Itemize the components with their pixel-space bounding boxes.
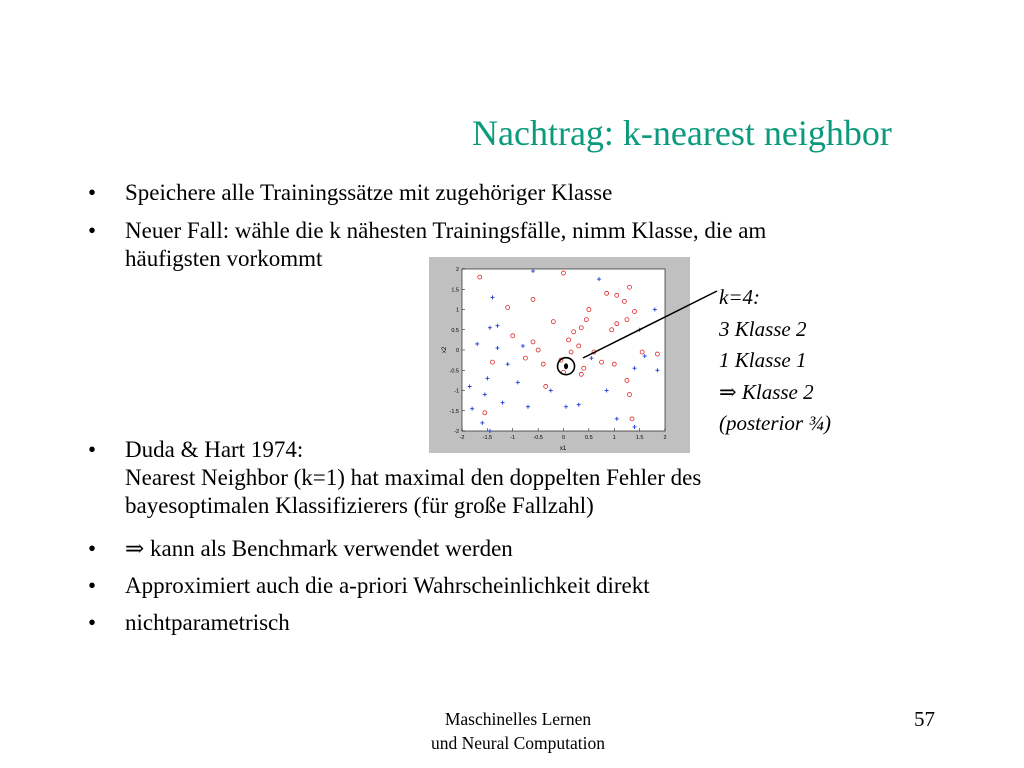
x-axis-label: x1	[559, 446, 567, 452]
y-tick-label: 1	[455, 307, 459, 314]
annotation-posterior: (posterior ¾)	[719, 411, 831, 435]
slide-footer	[403, 707, 633, 755]
bullet-3-line: Nearest Neighbor (k=1) hat maximal den doppelten Fehler des	[125, 465, 702, 490]
x-tick-label: -2	[459, 435, 465, 441]
x-tick-label: -0.5	[533, 435, 543, 441]
page-number: 57	[914, 707, 935, 731]
x-tick-label: 1	[612, 435, 616, 441]
bullet-4-text	[125, 535, 513, 563]
implies-arrow-icon: ⇒	[719, 379, 737, 404]
bullet-marker: •	[88, 180, 97, 205]
bullet-1-text: Speichere alle Trainingssätze mit zugehöriger Klasse	[125, 180, 613, 205]
x-tick-label: 0	[561, 435, 566, 441]
y-tick-label: 0.5	[451, 327, 459, 334]
y-axis-label: x2	[442, 346, 448, 354]
bullet-3-text	[125, 436, 701, 520]
query-point	[564, 363, 568, 369]
bullet-4-line: kann als Benchmark verwendet werden	[144, 536, 513, 561]
y-tick-label: -1.5	[449, 408, 459, 415]
annotation-result-text: Klasse 2	[736, 379, 814, 404]
footer-line: und Neural Computation	[430, 733, 605, 753]
bullet-5-text: Approximiert auch die a-priori Wahrscheinlichkeit direkt	[125, 573, 650, 598]
bullet-marker: •	[88, 573, 97, 598]
y-tick-label: -2	[454, 429, 459, 435]
plot-area	[462, 269, 665, 431]
knn-annotation	[719, 282, 831, 440]
bullet-3-line: Duda & Hart 1974:	[125, 437, 304, 462]
bullet-2-line: Neuer Fall: wähle die k nähesten Trainingsfälle, nimm Klasse, die am	[125, 218, 767, 243]
bullet-marker: •	[88, 218, 97, 243]
bullet-marker: •	[88, 437, 97, 462]
x-tick-label: 2	[663, 435, 667, 441]
annotation-result	[719, 377, 831, 409]
y-tick-label: -0.5	[449, 368, 459, 375]
bullet-marker: •	[88, 536, 97, 561]
bullet-3-line: bayesoptimalen Klassifizierers (für große Fallzahl)	[125, 493, 594, 518]
x-tick-label: 0.5	[585, 435, 593, 441]
bullet-2-line: häufigsten vorkommt	[125, 246, 323, 271]
x-tick-label: -1.5	[482, 435, 493, 441]
x-tick-label: 1.5	[635, 435, 644, 441]
annotation-class2-count: 3 Klasse 2	[719, 316, 807, 341]
y-tick-label: 1.5	[451, 287, 459, 294]
annotation-class1-count: 1 Klasse 1	[719, 348, 807, 372]
footer-line: Maschinelles Lernen	[444, 709, 592, 729]
knn-scatter-plot	[429, 257, 690, 453]
slide-title: Nachtrag: k-nearest neighbor	[472, 113, 892, 153]
y-tick-label: 2	[455, 267, 459, 273]
bullet-6-text: nichtparametrisch	[125, 610, 290, 635]
y-tick-label: -1	[454, 388, 459, 395]
annotation-k: k=4:	[719, 285, 760, 309]
y-tick-label: 0	[455, 348, 459, 354]
plot-frame	[429, 257, 690, 453]
implies-arrow-icon: ⇒	[125, 536, 145, 561]
bullet-marker: •	[88, 610, 97, 635]
x-tick-label: -1	[510, 435, 516, 441]
